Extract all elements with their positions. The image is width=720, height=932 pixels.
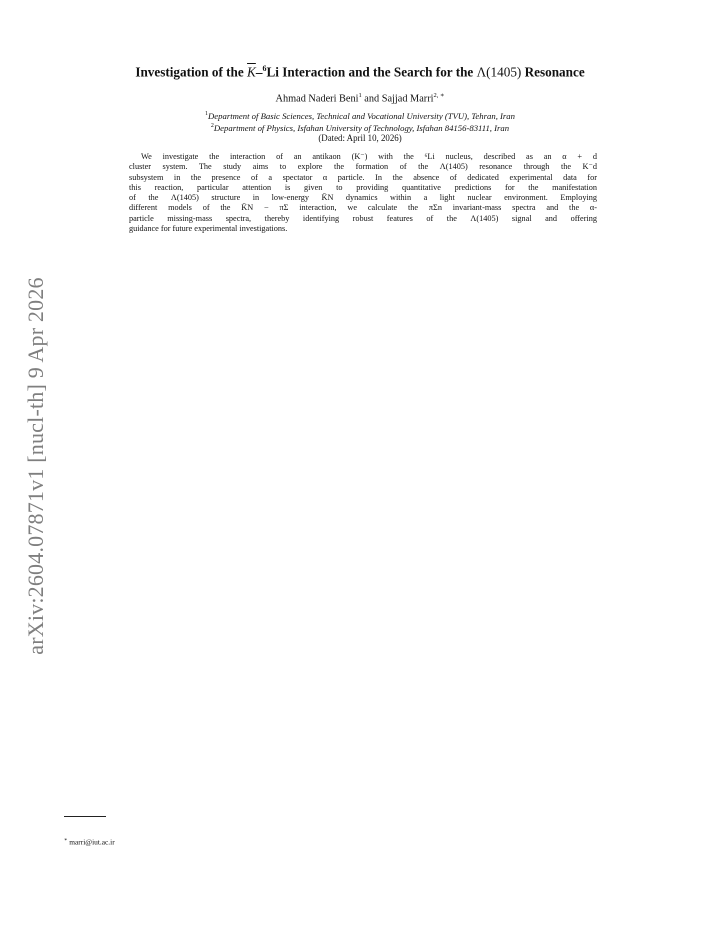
abstract-line: subsystem in the presence of a spectator α particle. In the absence of dedicated experimental data for — [129, 172, 597, 182]
title-lambda-resonance: Λ(1405) — [476, 64, 522, 80]
title-part-1: Investigation of the — [135, 64, 248, 80]
abstract-line: particle missing-mass spectra, thereby identifying robust features of the Λ(1405) signal and offering — [129, 213, 597, 223]
abstract-line: this reaction, particular attention is given to providing quantitative predictions for the manifestation — [129, 182, 597, 192]
title-part-2: Li Interaction and the Search for the — [266, 64, 477, 80]
affiliation-1-mark: 1 — [205, 111, 208, 117]
author-2-name: Sajjad Marri — [381, 93, 434, 105]
footnote-mark: ∗ — [64, 838, 68, 843]
author-1-affil-mark: 1 — [358, 92, 362, 99]
footnote — [64, 836, 115, 847]
author-2-affil-mark: 2, ∗ — [433, 92, 445, 99]
title-li-mass-number: 6 — [262, 64, 267, 73]
abstract — [129, 152, 597, 234]
author-1-name: Ahmad Naderi Beni — [275, 93, 359, 105]
abstract-line: guidance for future experimental investigations. — [129, 223, 288, 233]
footnote-email: marri@iut.ac.ir — [69, 837, 115, 847]
abstract-line: We investigate the interaction of an antikaon (K⁻) with the ⁶Li nucleus, described as an α + d — [141, 152, 597, 161]
abstract-line: different models of the K̄N − πΣ interaction, we calculate the πΣn invariant-mass spectra and the α- — [129, 203, 597, 213]
arxiv-identifier-stamp: arXiv:2604.07871v1 [nucl-th] 9 Apr 2026 — [23, 277, 48, 655]
abstract-line: cluster system. The study aims to explore the formation of the Λ(1405) resonance through the K⁻d — [129, 162, 597, 172]
affiliation-2-text: Department of Physics, Isfahan University of Technology, Isfahan 84156-83111, Iran — [213, 122, 510, 133]
title-dash: – — [255, 64, 263, 80]
paper-title — [60, 60, 660, 81]
footnote-divider — [64, 816, 106, 817]
title-antikaon-symbol: K — [247, 64, 256, 80]
affiliation-1-text: Department of Basic Sciences, Technical and Vocational University (TVU), Tehran, Iran — [208, 110, 515, 121]
dated-line: (Dated: April 10, 2026) — [318, 133, 402, 143]
abstract-line: of the Λ(1405) structure in low-energy K̄N dynamics within a light nuclear environment. Employing — [129, 193, 597, 202]
author-list — [60, 89, 660, 106]
affiliation-2-mark: 2 — [210, 123, 214, 129]
author-joiner: and — [361, 93, 382, 105]
title-part-3: Resonance — [521, 64, 585, 80]
